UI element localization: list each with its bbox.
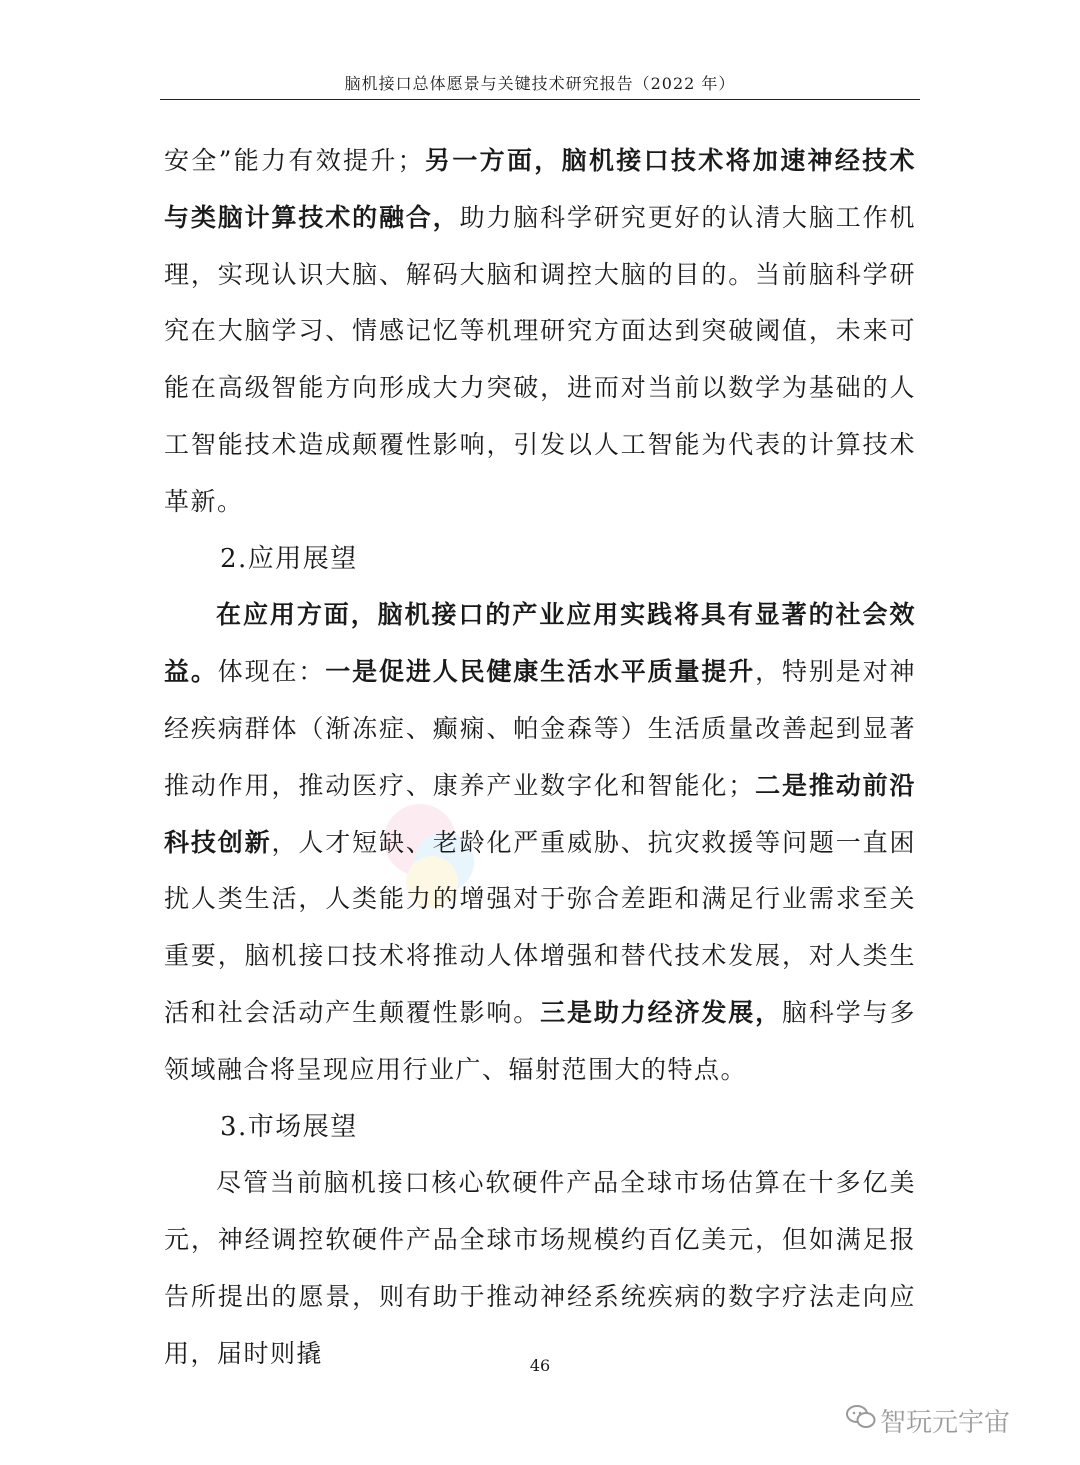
paragraph-3: 尽管当前脑机接口核心软硬件产品全球市场估算在十多亿美元，神经调控软硬件产品全球市场规模约百亿美元，但如满足报告所提出的愿景，则有助于推动神经系统疾病的数字疗法走向应用，届时则撬	[164, 1168, 916, 1368]
paragraph-1	[164, 133, 916, 531]
para2-point-three: 三是助力经济发展，	[540, 997, 782, 1027]
section-heading-2: 2.应用展望	[220, 543, 358, 574]
watermark-text: 智玩元宇宙	[880, 1408, 1011, 1438]
para2-text-d: 脑科学与多领域融合将呈现应用行业广、辐射范围大的特点。	[164, 997, 916, 1084]
page-number: 46	[529, 1356, 551, 1375]
header-divider	[160, 99, 920, 100]
page-header-title: 脑机接口总体愿景与关键技术研究报告（2022 年）	[344, 74, 736, 93]
report-body	[164, 133, 916, 1383]
para2-point-two: 二是推动前沿科技创新	[164, 770, 916, 857]
wechat-icon	[846, 1404, 876, 1430]
section-heading-3: 3.市场展望	[220, 1111, 358, 1142]
para2-point-one: 一是促进人民健康生活水平质量提升	[325, 657, 756, 687]
para1-text-b: 助力脑科学研究更好的认清大脑工作机理，实现认识大脑、解码大脑和调控大脑的目的。当前脑科学研究在大脑学习、情感记忆等机理研究方面达到突破阈值，未来可能在高级智能方向形成大力突破，进而对当前以数学为基础的人工智能技术造成颠覆性影响，引发以人工智能为代表的计算技术革新。	[164, 202, 916, 516]
para1-text-a: 安全”能力有效提升；	[164, 146, 425, 175]
paragraph-2	[164, 587, 916, 1098]
para2-text-c: ，人才短缺、老龄化严重威胁、抗灾救援等问题一直困扰人类生活，人类能力的增强对于弥合差距和满足行业需求至关重要，脑机接口技术将推动人体增强和替代技术发展，对人类生活和社会活动产生颠覆性影响。	[164, 827, 916, 1027]
para2-text-a: 体现在：	[217, 657, 326, 687]
para1-bold: 另一方面，脑机接口技术将加速神经技术与类脑计算技术的融合，	[164, 146, 916, 232]
para2-text-b: ，特别是对神经疾病群体（渐冻症、癫痫、帕金森等）生活质量改善起到显著推动作用，推动医疗、康养产业数字化和智能化；	[164, 657, 916, 800]
para2-lead-bold: 在应用方面，脑机接口的产业应用实践将具有显著的社会效益。	[164, 600, 916, 687]
